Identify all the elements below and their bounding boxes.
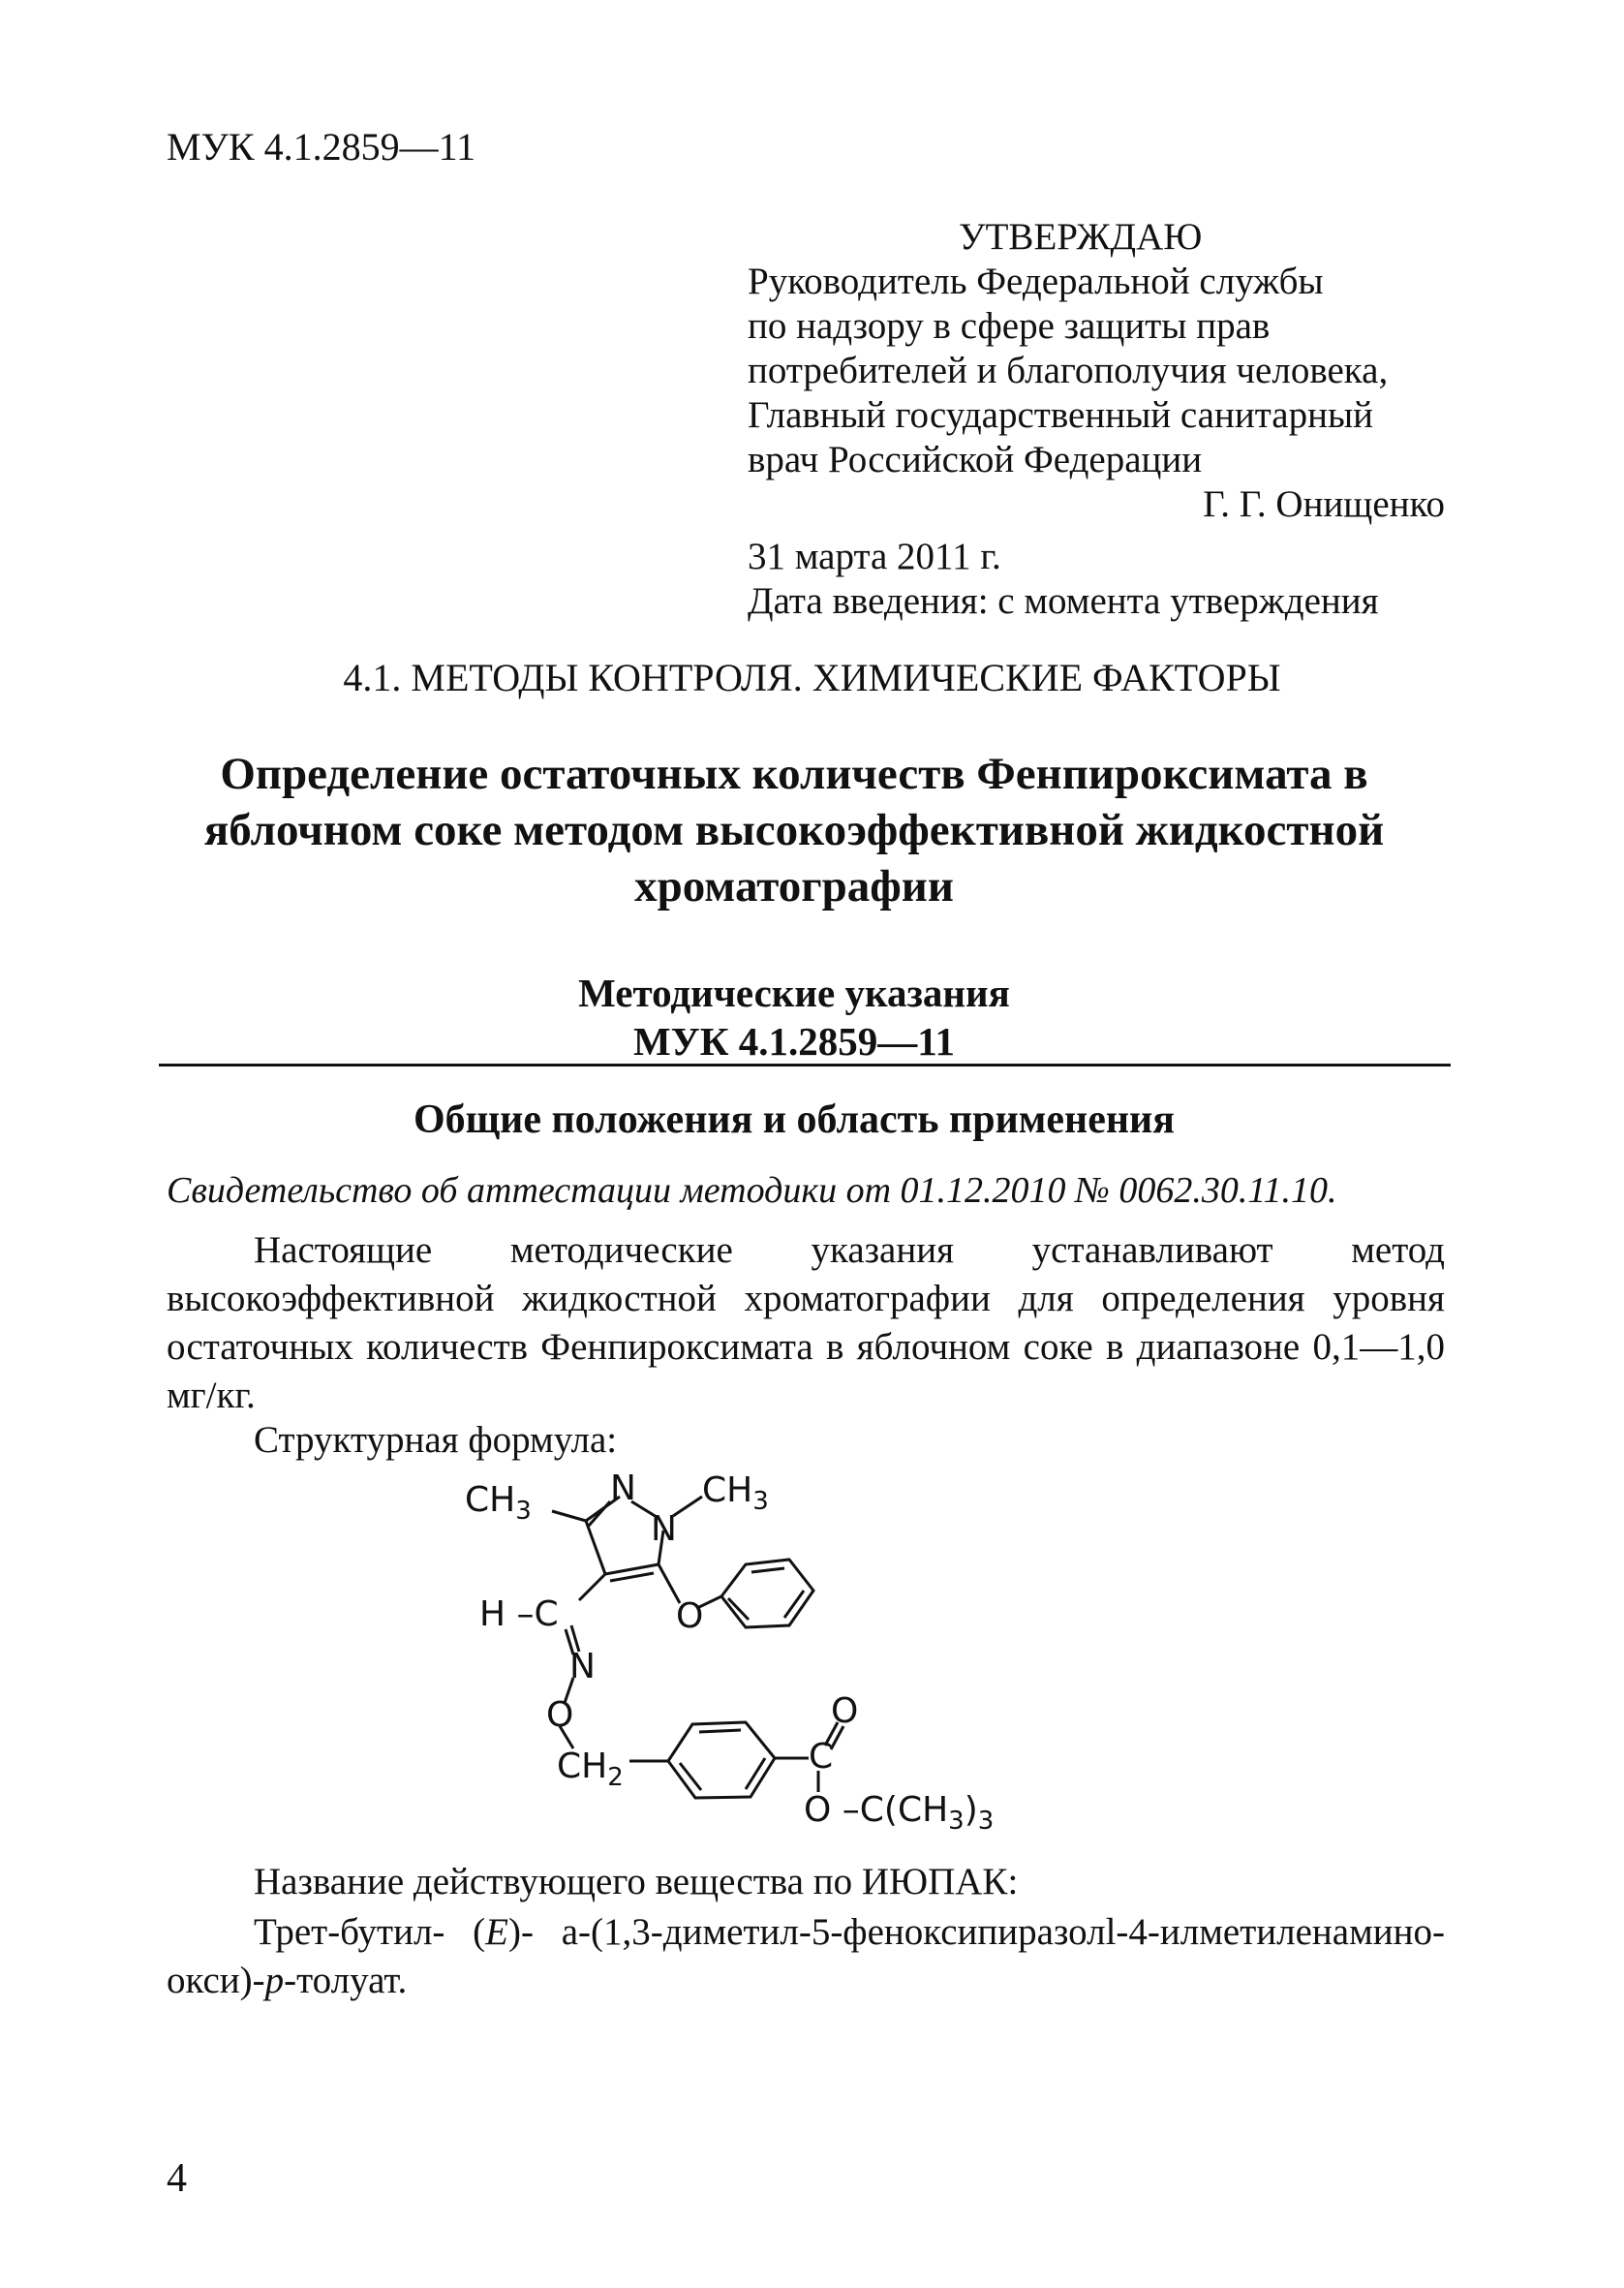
approval-effective-date: Дата введения: с момента утверждения [748, 580, 1379, 622]
document-subtitle [145, 969, 1443, 1066]
nitrogen-atom: N [569, 1647, 596, 1686]
oxygen-atom: O [831, 1691, 859, 1731]
iupac-label: Название действующего вещества по ИЮПАК: [254, 1861, 1019, 1902]
section-heading: Общие положения и область применения [414, 1098, 1175, 1142]
approval-line: врач Российской Федерации [748, 439, 1203, 480]
approval-block [748, 215, 1445, 624]
approval-line: по надзору в сфере защиты прав [748, 305, 1271, 347]
iupac-name: Трет-бутил- (E)- а-(1,3-диметил-5-феноксипиразолl-4-илметиленамино-окси)-p-толуат. [167, 1911, 1445, 2001]
approval-line: потребителей и благополучия человека, [748, 350, 1389, 391]
divider [159, 1064, 1451, 1067]
approval-line: Руководитель Федеральной службы [748, 261, 1324, 302]
ch2-group: $CH_2$ [557, 1747, 624, 1792]
nitrogen-atom: N [651, 1509, 677, 1549]
subtitle-code: МУК 4.1.2859—11 [632, 1019, 955, 1064]
document-code: МУК 4.1.2859—11 [167, 125, 476, 169]
structural-formula [465, 1472, 1123, 1850]
page-number: 4 [167, 2156, 187, 2201]
ch3-group: $CH_3$ [702, 1472, 769, 1516]
approval-line: Главный государственный санитарный [748, 394, 1374, 436]
ch3-group: $CH_3$ [465, 1480, 532, 1526]
approval-signatory: Г. Г. Онищенко [1203, 483, 1445, 525]
section-title: 4.1. МЕТОДЫ КОНТРОЛЯ. ХИМИЧЕСКИЕ ФАКТОРЫ [343, 656, 1281, 699]
certificate-line: Свидетельство об аттестации методики от 01.12.2010 № 0062.30.11.10. [167, 1170, 1337, 1211]
nitrogen-atom: N [610, 1472, 636, 1508]
approval-title: УТВЕРЖДАЮ [959, 216, 1203, 258]
oxygen-atom: O [546, 1695, 574, 1735]
approval-date: 31 марта 2011 г. [748, 536, 1001, 577]
subtitle-line: Методические указания [578, 971, 1010, 1015]
ch-group: H –C [479, 1594, 559, 1634]
tert-butyl-ester: O $-C(CH_3)_3$ [804, 1790, 995, 1836]
carbon-atom: C [809, 1737, 834, 1777]
formula-label: Структурная формула: [254, 1419, 618, 1461]
oxygen-atom: O [676, 1596, 704, 1636]
document-title: Определение остаточных количеств Фенпироксимата в яблочном соке методом высокоэффективной жидкостной хроматографии [203, 749, 1385, 912]
body-paragraph: Настоящие методические указания устанавливают метод высокоэффективной жидкостной хроматографии для определения уровня остаточных количеств Фенпироксимата в яблочном соке в диапазоне 0,1—1,0 мг/кг. [167, 1229, 1445, 1416]
